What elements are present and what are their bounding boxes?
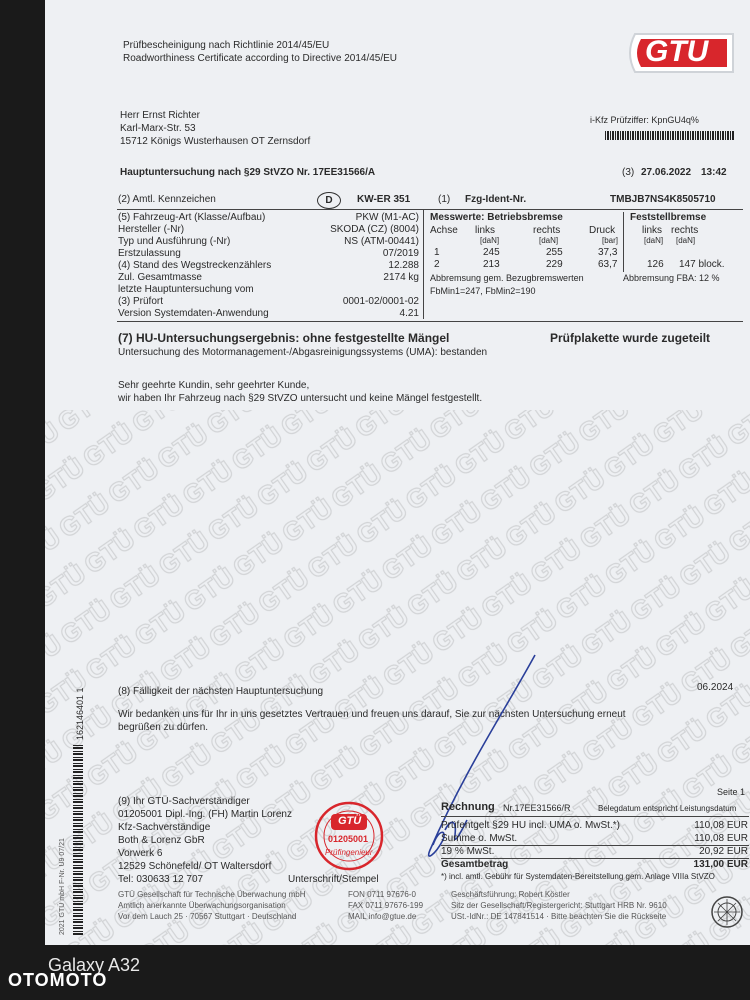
expert-line: Kfz-Sachverständige [118,822,211,833]
row-label: (5) Fahrzeug-Art (Klasse/Aufbau) [118,212,266,223]
row-value: 0001-02/0001-02 [342,296,419,307]
due-label: (8) Fälligkeit der nächsten Hauptuntersuchung [118,686,324,697]
row-value: 2174 kg [383,272,419,283]
park-left-value: 126 [647,259,664,270]
brake-right: 255 [546,247,563,258]
stamp-text: Prüfingenieur [325,848,373,857]
footer-legal: Sitz der Gesellschaft/Registergericht: Stuttgart HRB Nr. 9610 [451,901,667,910]
brake-pressure: 37,3 [598,247,618,258]
expert-line: 01205001 Dipl.-Ing. (FH) Martin Lorenz [118,809,292,820]
date-label: (3) [622,167,635,178]
recipient-city: 15712 Königs Wusterhausen OT Zernsdorf [120,136,311,147]
row-value: 07/2019 [382,248,419,259]
row-label: Typ und Ausführung (-Nr) [118,236,231,247]
row-value: NS (ATM-00441) [344,236,419,247]
brake-right: 229 [546,259,563,270]
brake-left: 213 [483,259,500,270]
expert-line: 12529 Schönefeld/ OT Waltersdorf [118,861,272,872]
footer-company: Amtlich anerkannte Überwachungsorganisation [118,901,286,910]
invoice-total-value: 131,00 EUR [693,859,748,870]
logo-text: GTÜ [645,35,709,68]
invoice-row-value: 20,92 EUR [699,846,748,857]
plakette-status: Prüfplakette wurde zugeteilt [550,331,711,345]
row-value: 12.288 [388,260,419,271]
brake-min-values: FbMin1=247, FbMin2=190 [430,286,536,296]
result-title: (7) HU-Untersuchungsergebnis: ohne festgestellte Mängel [118,331,450,345]
title-german: Prüfbescheinigung nach Richtlinie 2014/45/EU [123,40,330,51]
row-label: Hersteller (-Nr) [118,224,185,235]
uma-result: Untersuchung des Motormanagement-/Abgasreinigungssystems (UMA): bestanden [118,347,488,358]
invoice-number: Nr.17EE31566/R [503,803,571,813]
row-value: SKODA (CZ) (8004) [330,224,419,235]
expert-line: Both & Lorenz GbR [118,835,205,846]
table-divider [423,209,424,319]
row-label: Zul. Gesamtmasse [118,272,202,283]
row-label: letzte Hauptuntersuchung vom [118,284,254,295]
row-label: (4) Stand des Wegstreckenzählers [118,260,272,271]
brake-col-pressure: Druck [589,225,616,236]
row-label: Version Systemdaten-Anwendung [118,308,269,319]
footer-contact: FON 0711 97676-0 [348,890,416,899]
due-date: 06.2024 [697,682,734,693]
inspection-time: 13:42 [701,167,727,178]
footer-contact: MAIL info@gtue.de [348,912,417,921]
salutation: Sehr geehrte Kundin, sehr geehrter Kunde, [118,380,310,391]
device-caption: Galaxy A32 [48,955,141,975]
letter-text: wir haben Ihr Fahrzeug nach §29 StVZO untersucht und keine Mängel festgestellt. [118,393,483,404]
inspection-title: Hauptuntersuchung nach §29 StVZO Nr. 17EE31566/A [120,167,376,178]
row-label: (3) Prüfort [118,296,164,307]
side-barcode [73,745,83,935]
brake-left: 245 [483,247,500,258]
country-badge: D [317,192,341,209]
fba-value: Abbremsung FBA: 12 % [623,273,720,283]
brake-col-axle: Achse [430,225,458,236]
unit-dan: [daN] [539,236,559,245]
invoice-row-label: Prüfentgelt §29 HU incl. UMA o. MwSt.*) [441,820,620,831]
plate-value: KW-ER 351 [357,194,411,205]
invoice-total-label: Gesamtbetrag [441,859,509,870]
brake-col-right: rechts [533,225,561,236]
expert-line: Tel: 030633 12 707 [118,874,204,885]
invoice-date-note: Belegdatum entspricht Leistungsdatum [598,804,737,813]
vin-label: (1) [438,194,451,205]
footer-legal: Geschäftsführung: Robert Köstler [451,890,570,899]
otomoto-watermark: OTOMOTO [8,970,108,990]
inspection-date: 27.06.2022 [641,167,692,178]
expert-title: (9) Ihr GTÜ-Sachverständiger [118,796,250,807]
row-value: PKW (M1-AC) [355,212,419,223]
page-number: Seite 1 [717,787,746,797]
invoice-row-value: 110,08 EUR [694,833,748,844]
brake-axle: 2 [434,259,440,270]
footer-legal: USt.-IdNr.: DE 147841514 · Bitte beachten Sie die Rückseite [451,912,667,921]
invoice-line [441,816,749,817]
side-barcode-number: 162146401 1 [75,687,85,740]
unit-dan: [daN] [480,236,500,245]
invoice-row-label: 19 % MwSt. [441,846,495,857]
title-english: Roadworthiness Certificate according to Directive 2014/45/EU [123,53,398,64]
vin-value: TMBJB7NS4K8505710 [610,194,716,205]
stamp-logo: GTÜ [338,815,362,827]
brake-pressure: 63,7 [598,259,618,270]
park-right-value: 147 block. [679,259,725,270]
unit-dan: [daN] [644,236,664,245]
park-title: Feststellbremse [630,212,707,223]
table-bottom-line [117,321,743,322]
unit-bar: [bar] [602,236,619,245]
recipient-name: Herr Ernst Richter [120,110,201,121]
brake-title: Messwerte: Betriebsbremse [430,212,563,223]
invoice-title: Rechnung [441,801,495,813]
thanks-line-1: Wir bedanken uns für Ihr in uns gesetztes Vertrauen und freuen uns darauf, Sie zur nächsten Untersuchung erneut [118,709,626,720]
park-left-label: links [642,225,663,236]
stamp-number: 01205001 [328,834,369,844]
invoice-row-label: Summe o. MwSt. [441,833,518,844]
thanks-line-2: begrüßen zu dürfen. [118,722,209,733]
brake-axle: 1 [434,247,440,258]
ikfz-barcode [605,131,735,140]
unit-dan: [daN] [676,236,696,245]
plate-label: (2) Amtl. Kennzeichen [118,194,216,205]
footer-company: Vor dem Lauch 25 · 70567 Stuttgart · Deutschland [118,912,297,921]
invoice-row-value: 110,08 EUR [694,820,748,831]
vin-title: Fzg-Ident-Nr. [465,194,527,205]
recipient-street: Karl-Marx-Str. 53 [120,123,196,134]
signature-label: Unterschrift/Stempel [288,874,379,885]
invoice-footnote: *) incl. amtl. Gebühr für Systemdaten-Bereitstellung gem. Anlage VIIIa StVZO [441,872,715,881]
side-print-note: 2021 GTÜ mbH F-Nr. U9 07/21 [59,838,66,935]
park-right-label: rechts [671,225,699,236]
row-value: 4.21 [399,308,419,319]
row-label: Erstzulassung [118,248,181,259]
certificate-paper [45,0,750,945]
expert-line: Vorwerk 6 [118,848,163,859]
ikfz-code: i-Kfz Prüfziffer: KpnGU4q% [590,115,699,125]
table-top-line [117,209,743,210]
footer-company: GTÜ Gesellschaft für Technische Überwachung mbH [118,890,306,899]
brake-note: Abbremsung gem. Bezugbremswerten [430,273,584,283]
footer-contact: FAX 0711 97676-199 [348,901,424,910]
park-divider [623,212,624,272]
brake-col-left: links [475,225,496,236]
seal-icon [710,895,744,929]
